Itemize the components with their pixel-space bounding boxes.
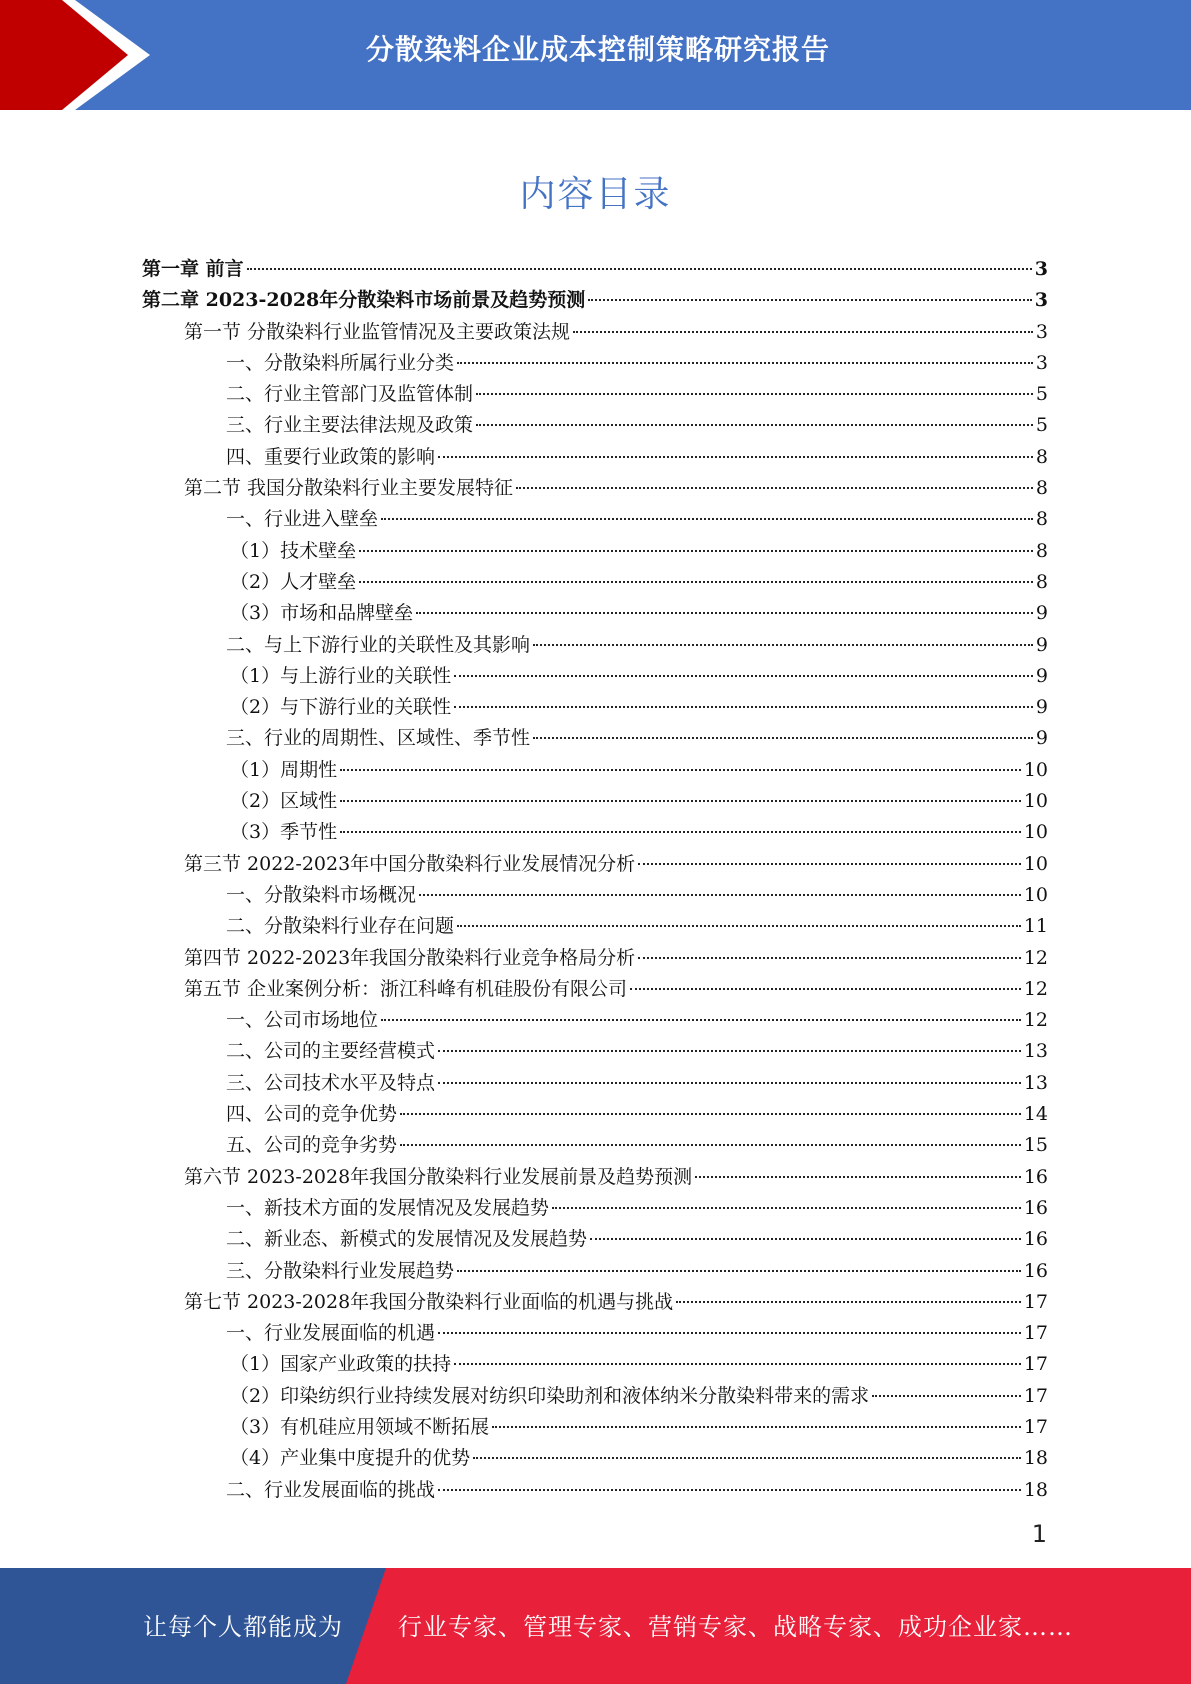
toc-entry-page: 17 bbox=[1023, 1290, 1048, 1313]
toc-entry-title: 三、公司技术水平及特点 bbox=[226, 1071, 436, 1094]
toc-dot-leader bbox=[438, 1489, 1021, 1491]
toc-dot-leader bbox=[340, 831, 1021, 833]
toc-dot-leader bbox=[359, 581, 1033, 583]
toc-entry[interactable] bbox=[142, 1036, 1048, 1067]
toc-entry-title: 第五节 企业案例分析：浙江科峰有机硅股份有限公司 bbox=[184, 977, 628, 1000]
toc-entry[interactable] bbox=[142, 911, 1048, 942]
toc-entry[interactable] bbox=[142, 849, 1048, 880]
toc-entry-title: 二、分散染料行业存在问题 bbox=[226, 915, 455, 938]
toc-entry-title: 一、公司市场地位 bbox=[226, 1009, 379, 1032]
toc-entry-page: 3 bbox=[1035, 351, 1048, 374]
toc-dot-leader bbox=[872, 1395, 1021, 1397]
toc-entry-page: 9 bbox=[1035, 633, 1048, 656]
toc-entry-page: 8 bbox=[1035, 570, 1048, 593]
toc-entry[interactable] bbox=[142, 254, 1048, 285]
toc-dot-leader bbox=[573, 331, 1033, 333]
toc-entry-page: 9 bbox=[1035, 664, 1048, 687]
toc-entry-page: 15 bbox=[1023, 1134, 1048, 1157]
toc-entry[interactable] bbox=[142, 1224, 1048, 1255]
toc-dot-leader bbox=[400, 1113, 1021, 1115]
toc-entry-title: 第四节 2022-2023年我国分散染料行业竞争格局分析 bbox=[184, 946, 636, 969]
toc-entry[interactable] bbox=[142, 1162, 1048, 1193]
toc-entry-page: 3 bbox=[1034, 258, 1048, 280]
toc-entry-title: 第三节 2022-2023年中国分散染料行业发展情况分析 bbox=[184, 852, 636, 875]
toc-dot-leader bbox=[340, 769, 1021, 771]
toc-entry-page: 16 bbox=[1023, 1259, 1048, 1282]
toc-entry-page: 10 bbox=[1023, 883, 1048, 906]
toc-entry[interactable] bbox=[142, 723, 1048, 754]
toc-dot-leader bbox=[590, 1238, 1021, 1240]
toc-entry-page: 12 bbox=[1023, 946, 1048, 969]
toc-entry-page: 5 bbox=[1035, 383, 1048, 406]
toc-entry-page: 8 bbox=[1035, 539, 1048, 562]
toc-entry-title: 三、行业主要法律法规及政策 bbox=[226, 414, 474, 437]
toc-entry-title: 第一节 分散染料行业监管情况及主要政策法规 bbox=[184, 320, 571, 343]
toc-dot-leader bbox=[454, 675, 1033, 677]
toc-entry[interactable] bbox=[142, 504, 1048, 535]
toc-dot-leader bbox=[676, 1301, 1021, 1303]
toc-entry-title: 二、行业主管部门及监管体制 bbox=[226, 383, 474, 406]
toc-entry[interactable] bbox=[142, 379, 1048, 410]
toc-entry-title: （1）周期性 bbox=[230, 758, 338, 781]
toc-entry-title: 第二章 2023-2028年分散染料市场前景及趋势预测 bbox=[142, 289, 586, 312]
toc-entry-title: 二、新业态、新模式的发展情况及发展趋势 bbox=[226, 1228, 588, 1251]
toc-entry[interactable] bbox=[142, 1475, 1048, 1506]
toc-dot-leader bbox=[533, 737, 1033, 739]
toc-entry-title: 一、行业发展面临的机遇 bbox=[226, 1322, 436, 1345]
toc-entry[interactable] bbox=[142, 755, 1048, 786]
toc-dot-leader bbox=[638, 863, 1021, 865]
toc-entry[interactable] bbox=[142, 817, 1048, 848]
toc-entry[interactable] bbox=[142, 1381, 1048, 1412]
toc-entry-page: 16 bbox=[1023, 1196, 1048, 1219]
toc-entry-title: 第七节 2023-2028年我国分散染料行业面临的机遇与挑战 bbox=[184, 1290, 674, 1313]
footer-banner bbox=[0, 1568, 1191, 1684]
toc-dot-leader bbox=[340, 800, 1021, 802]
toc-entry[interactable] bbox=[142, 974, 1048, 1005]
toc-entry-page: 17 bbox=[1023, 1384, 1048, 1407]
report-title: 分散染料企业成本控制策略研究报告 bbox=[365, 33, 830, 66]
toc-entry-title: （3）市场和品牌壁垒 bbox=[230, 602, 414, 625]
toc-entry[interactable] bbox=[142, 1318, 1048, 1349]
toc-entry-title: （1）与上游行业的关联性 bbox=[230, 664, 452, 687]
toc-entry[interactable] bbox=[142, 1443, 1048, 1474]
toc-dot-leader bbox=[454, 1363, 1021, 1365]
toc-entry-title: 一、行业进入壁垒 bbox=[226, 508, 379, 531]
toc-entry-page: 10 bbox=[1023, 852, 1048, 875]
toc-entry-page: 16 bbox=[1023, 1165, 1048, 1188]
toc-dot-leader bbox=[588, 299, 1032, 301]
toc-entry-page: 9 bbox=[1035, 602, 1048, 625]
toc-dot-leader bbox=[630, 988, 1021, 990]
toc-entry-page: 16 bbox=[1023, 1228, 1048, 1251]
toc-entry[interactable] bbox=[142, 317, 1048, 348]
toc-dot-leader bbox=[457, 362, 1033, 364]
toc-entry-page: 12 bbox=[1023, 977, 1048, 1000]
toc-entry[interactable] bbox=[142, 1005, 1048, 1036]
toc-entry-title: 四、公司的竞争优势 bbox=[226, 1103, 398, 1126]
toc-entry-page: 17 bbox=[1023, 1415, 1048, 1438]
toc-dot-leader bbox=[438, 456, 1033, 458]
toc-dot-leader bbox=[638, 957, 1021, 959]
toc-dot-leader bbox=[516, 487, 1033, 489]
toc-dot-leader bbox=[473, 1457, 1021, 1459]
toc-entry-page: 17 bbox=[1023, 1322, 1048, 1345]
toc-dot-leader bbox=[438, 1332, 1021, 1334]
toc-entry[interactable] bbox=[142, 943, 1048, 974]
toc-entry[interactable] bbox=[142, 473, 1048, 504]
footer-slogan-right: 行业专家、管理专家、营销专家、战略专家、成功企业家…… bbox=[398, 1613, 1073, 1641]
toc-entry[interactable] bbox=[142, 285, 1048, 316]
toc-entry-page: 17 bbox=[1023, 1353, 1048, 1376]
toc-entry-title: （2）与下游行业的关联性 bbox=[230, 696, 452, 719]
toc-entry[interactable] bbox=[142, 786, 1048, 817]
toc-entry[interactable] bbox=[142, 348, 1048, 379]
toc-entry-page: 12 bbox=[1023, 1009, 1048, 1032]
toc-entry-title: 三、分散染料行业发展趋势 bbox=[226, 1259, 455, 1282]
toc-entry-title: （3）季节性 bbox=[230, 821, 338, 844]
toc-entry-title: 二、公司的主要经营模式 bbox=[226, 1040, 436, 1063]
toc-entry-page: 14 bbox=[1023, 1103, 1048, 1126]
toc-entry-title: （1）技术壁垒 bbox=[230, 539, 357, 562]
toc-entry-title: 二、与上下游行业的关联性及其影响 bbox=[226, 633, 531, 656]
toc-entry[interactable] bbox=[142, 442, 1048, 473]
toc-dot-leader bbox=[381, 518, 1033, 520]
toc-entry-title: 一、分散染料所属行业分类 bbox=[226, 351, 455, 374]
toc-entry-title: 五、公司的竞争劣势 bbox=[226, 1134, 398, 1157]
toc-dot-leader bbox=[533, 644, 1033, 646]
toc-entry-title: 一、分散染料市场概况 bbox=[226, 883, 417, 906]
toc-entry-title: 第一章 前言 bbox=[142, 258, 244, 280]
toc-dot-leader bbox=[695, 1176, 1021, 1178]
toc-entry-page: 8 bbox=[1035, 477, 1048, 500]
toc-dot-leader bbox=[454, 706, 1033, 708]
toc-entry-page: 5 bbox=[1035, 414, 1048, 437]
page-number: 1 bbox=[1031, 1520, 1047, 1548]
toc-entry-page: 3 bbox=[1035, 320, 1048, 343]
toc-entry[interactable] bbox=[142, 567, 1048, 598]
toc-entry-page: 13 bbox=[1023, 1071, 1048, 1094]
toc-dot-leader bbox=[359, 550, 1033, 552]
toc-entry-page: 13 bbox=[1023, 1040, 1048, 1063]
toc-entry[interactable] bbox=[142, 1099, 1048, 1130]
toc-entry[interactable] bbox=[142, 630, 1048, 661]
toc-entry[interactable] bbox=[142, 1349, 1048, 1380]
toc-entry-title: （1）国家产业政策的扶持 bbox=[230, 1353, 452, 1376]
toc-entry-page: 8 bbox=[1035, 445, 1048, 468]
toc-entry-title: 第六节 2023-2028年我国分散染料行业发展前景及趋势预测 bbox=[184, 1165, 693, 1188]
toc-entry-page: 10 bbox=[1023, 758, 1048, 781]
toc-entry-title: 四、重要行业政策的影响 bbox=[226, 445, 436, 468]
toc-dot-leader bbox=[457, 1270, 1021, 1272]
toc-entry[interactable] bbox=[142, 410, 1048, 441]
toc-dot-leader bbox=[476, 424, 1033, 426]
toc-entry[interactable] bbox=[142, 1256, 1048, 1287]
report-header-bar bbox=[0, 0, 1191, 110]
toc-entry-page: 18 bbox=[1023, 1478, 1048, 1501]
toc-entry[interactable] bbox=[142, 880, 1048, 911]
toc-entry[interactable] bbox=[142, 692, 1048, 723]
toc-entry-title: （4）产业集中度提升的优势 bbox=[230, 1447, 471, 1470]
table-of-contents bbox=[142, 254, 1048, 1506]
toc-entry[interactable] bbox=[142, 1068, 1048, 1099]
toc-entry-page: 3 bbox=[1034, 289, 1048, 312]
toc-entry-title: 一、新技术方面的发展情况及发展趋势 bbox=[226, 1196, 550, 1219]
toc-entry-page: 10 bbox=[1023, 790, 1048, 813]
toc-entry[interactable] bbox=[142, 536, 1048, 567]
toc-entry-title: 二、行业发展面临的挑战 bbox=[226, 1478, 436, 1501]
toc-dot-leader bbox=[552, 1207, 1021, 1209]
toc-dot-leader bbox=[247, 268, 1032, 270]
toc-dot-leader bbox=[438, 1050, 1021, 1052]
toc-entry[interactable] bbox=[142, 1193, 1048, 1224]
toc-entry-title: 三、行业的周期性、区域性、季节性 bbox=[226, 727, 531, 750]
toc-entry[interactable] bbox=[142, 1412, 1048, 1443]
toc-entry[interactable] bbox=[142, 1130, 1048, 1161]
toc-dot-leader bbox=[476, 393, 1033, 395]
toc-dot-leader bbox=[381, 1019, 1021, 1021]
toc-entry[interactable] bbox=[142, 661, 1048, 692]
toc-entry[interactable] bbox=[142, 598, 1048, 629]
toc-heading: 内容目录 bbox=[519, 174, 672, 215]
toc-entry-page: 9 bbox=[1035, 727, 1048, 750]
toc-dot-leader bbox=[419, 894, 1021, 896]
toc-entry-title: （3）有机硅应用领域不断拓展 bbox=[230, 1415, 490, 1438]
toc-entry-title: （2）人才壁垒 bbox=[230, 570, 357, 593]
toc-entry-page: 11 bbox=[1023, 915, 1048, 938]
toc-dot-leader bbox=[400, 1144, 1021, 1146]
toc-entry-page: 18 bbox=[1023, 1447, 1048, 1470]
footer-slogan-left: 让每个人都能成为 bbox=[143, 1613, 343, 1641]
toc-dot-leader bbox=[492, 1426, 1021, 1428]
toc-entry-page: 9 bbox=[1035, 696, 1048, 719]
toc-entry[interactable] bbox=[142, 1287, 1048, 1318]
toc-entry-title: （2）印染纺织行业持续发展对纺织印染助剂和液体纳米分散染料带来的需求 bbox=[230, 1384, 870, 1407]
toc-entry-page: 10 bbox=[1023, 821, 1048, 844]
toc-entry-title: （2）区域性 bbox=[230, 790, 338, 813]
toc-entry-title: 第二节 我国分散染料行业主要发展特征 bbox=[184, 477, 514, 500]
toc-dot-leader bbox=[438, 1082, 1021, 1084]
toc-dot-leader bbox=[416, 612, 1033, 614]
toc-dot-leader bbox=[457, 925, 1021, 927]
toc-entry-page: 8 bbox=[1035, 508, 1048, 531]
